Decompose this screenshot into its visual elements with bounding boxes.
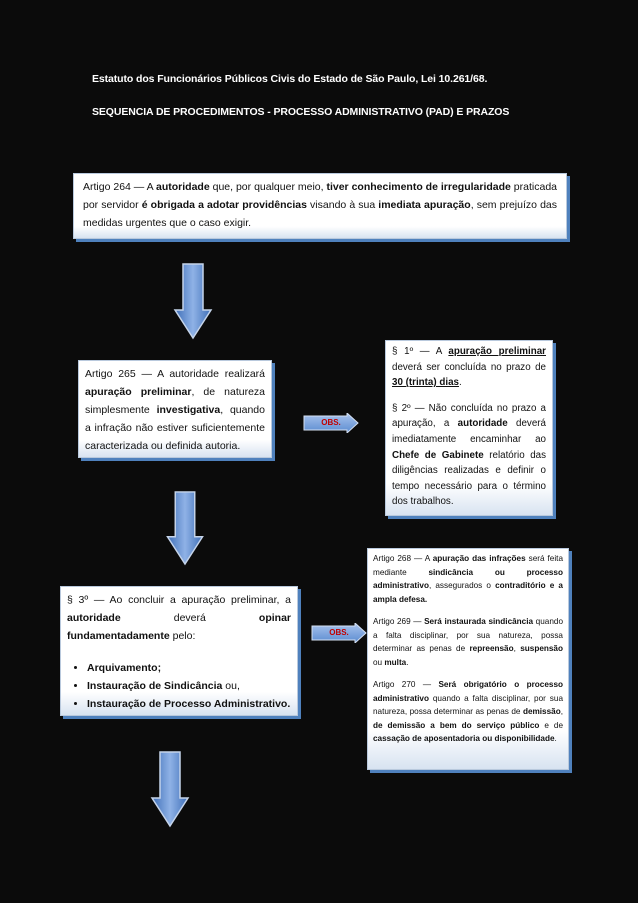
obs-arrow-2	[311, 623, 367, 643]
article-268-text: Artigo 268 — A apuração das infrações será feita mediante sindicância ou processo administrativo, assegurados o contraditório e a ampla defesa.	[373, 554, 563, 604]
article-270-text: Artigo 270 — Será obrigatório o processo administrativo quando a falta disciplinar, por sua natureza, possa determinar as penas de demissão, de demissão a bem do serviço público e de cassação de aposentadoria ou disponibilidade.	[373, 680, 563, 743]
article-269-text: Artigo 269 — Será instaurada sindicância quando a falta disciplinar, por sua natureza, possa determinar as penas de repreensão, suspensão ou multa.	[373, 617, 563, 667]
list-item: • Instauração de Sindicância ou,	[87, 677, 291, 695]
list-item: • Arquivamento;	[87, 659, 291, 677]
obs-arrow-1	[303, 413, 359, 433]
options-list	[67, 659, 291, 713]
document-subtitle: SEQUENCIA DE PROCEDIMENTOS - PROCESSO ADMINISTRATIVO (PAD) E PRAZOS	[92, 106, 510, 118]
article-264-text: Artigo 264 — A autoridade que, por qualquer meio, tiver conhecimento de irregularidade praticada por servidor é obrigada a adotar providências visando à sua imediata apuração, sem prejuízo das medidas urgentes que o caso exigir.	[83, 181, 557, 229]
obs-label: OBS.	[321, 418, 341, 427]
article-265-text: Artigo 265 — A autoridade realizará apuração preliminar, de natureza simplesmente investigativa, quando a infração não estiver suficientemente caracterizada ou definida autoria.	[85, 368, 265, 452]
article-264-box	[73, 173, 567, 239]
down-arrow-icon	[150, 750, 190, 828]
paragraph-2-text: § 2º — Não concluída no prazo a apuração, a autoridade deverá imediatamente encaminhar ao Chefe de Gabinete relatório das diligências realizadas e definir o tempo necessário para o término dos trabalhos.	[392, 402, 546, 508]
list-item: • Instauração de Processo Administrativo.	[87, 695, 291, 713]
down-arrow-icon	[173, 262, 213, 340]
paragraphs-1-2-box	[385, 340, 553, 516]
document-title: Estatuto dos Funcionários Públicos Civis do Estado de São Paulo, Lei 10.261/68.	[92, 73, 488, 85]
paragraph-3-box	[60, 586, 298, 716]
paragraph-3-text: § 3º — Ao concluir a apuração preliminar, a autoridade deverá opinar fundamentadamente pelo:	[67, 594, 291, 642]
down-arrow-icon	[165, 490, 205, 566]
obs-label: OBS.	[329, 628, 349, 637]
article-265-box	[78, 360, 272, 458]
articles-268-270-box	[367, 548, 569, 770]
paragraph-1-text: § 1º — A apuração preliminar deverá ser concluída no prazo de 30 (trinta) dias.	[392, 346, 546, 389]
